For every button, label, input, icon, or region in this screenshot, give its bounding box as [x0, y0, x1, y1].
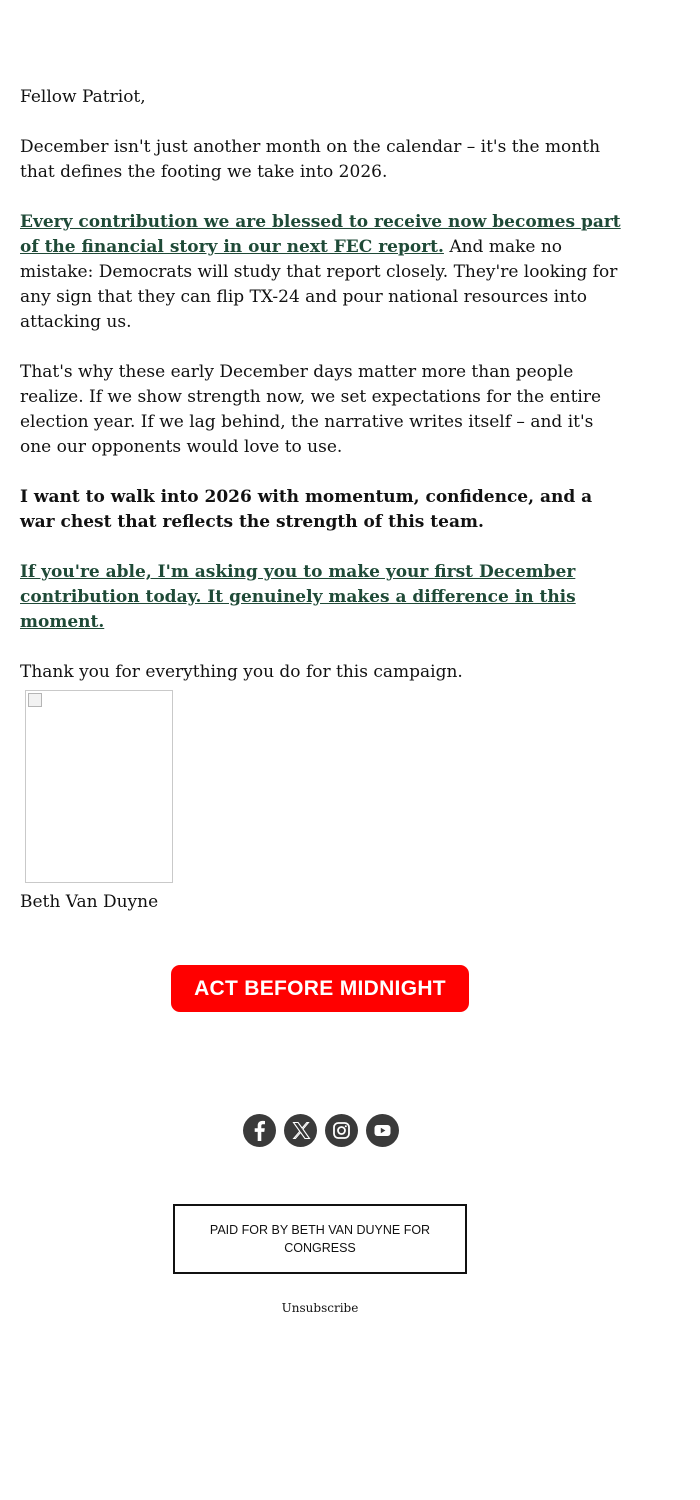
contribution-link[interactable]: If you're able, I'm asking you to make your first December contribution today. It genuinely makes a difference in this moment. [20, 562, 576, 632]
paragraph-december: December isn't just another month on the calendar – it's the month that defines the footing we take into 2026. [20, 137, 601, 182]
unsubscribe-link[interactable]: Unsubscribe [281, 1301, 359, 1315]
greeting: Fellow Patriot, [20, 87, 146, 107]
paragraph-momentum: I want to walk into 2026 with momentum, confidence, and a war chest that reflects the strength of this team. [20, 487, 593, 532]
signature-image [25, 690, 173, 883]
broken-image-icon [28, 693, 42, 707]
facebook-icon[interactable] [243, 1114, 276, 1147]
paragraph-fec [20, 210, 630, 335]
email-body [20, 85, 630, 710]
paragraph-early-december: That's why these early December days matter more than people realize. If we show strength now, we set expectations for the entire election year. If we lag behind, the narrative writes itself – and it's one our opponents would love to use. [20, 362, 602, 457]
paid-for-text: PAID FOR BY BETH VAN DUYNE FOR CONGRESS [209, 1223, 431, 1255]
signature-name: Beth Van Duyne [20, 892, 159, 912]
act-before-midnight-button[interactable]: ACT BEFORE MIDNIGHT [171, 965, 469, 1012]
paragraph-ask [20, 560, 630, 635]
paragraph-fec-rest: And make no mistake: Democrats will study that report closely. They're looking for any sign that they can flip TX-24 and pour national resources into attacking us. [20, 237, 618, 332]
youtube-icon[interactable] [366, 1114, 399, 1147]
fec-report-link[interactable]: Every contribution we are blessed to receive now becomes part of the financial story in our next FEC report. [20, 212, 621, 257]
paragraph-thanks: Thank you for everything you do for this campaign. [20, 662, 463, 682]
instagram-icon[interactable] [325, 1114, 358, 1147]
social-links [243, 1114, 399, 1147]
x-icon[interactable] [284, 1114, 317, 1147]
paid-for-disclaimer [173, 1204, 467, 1274]
